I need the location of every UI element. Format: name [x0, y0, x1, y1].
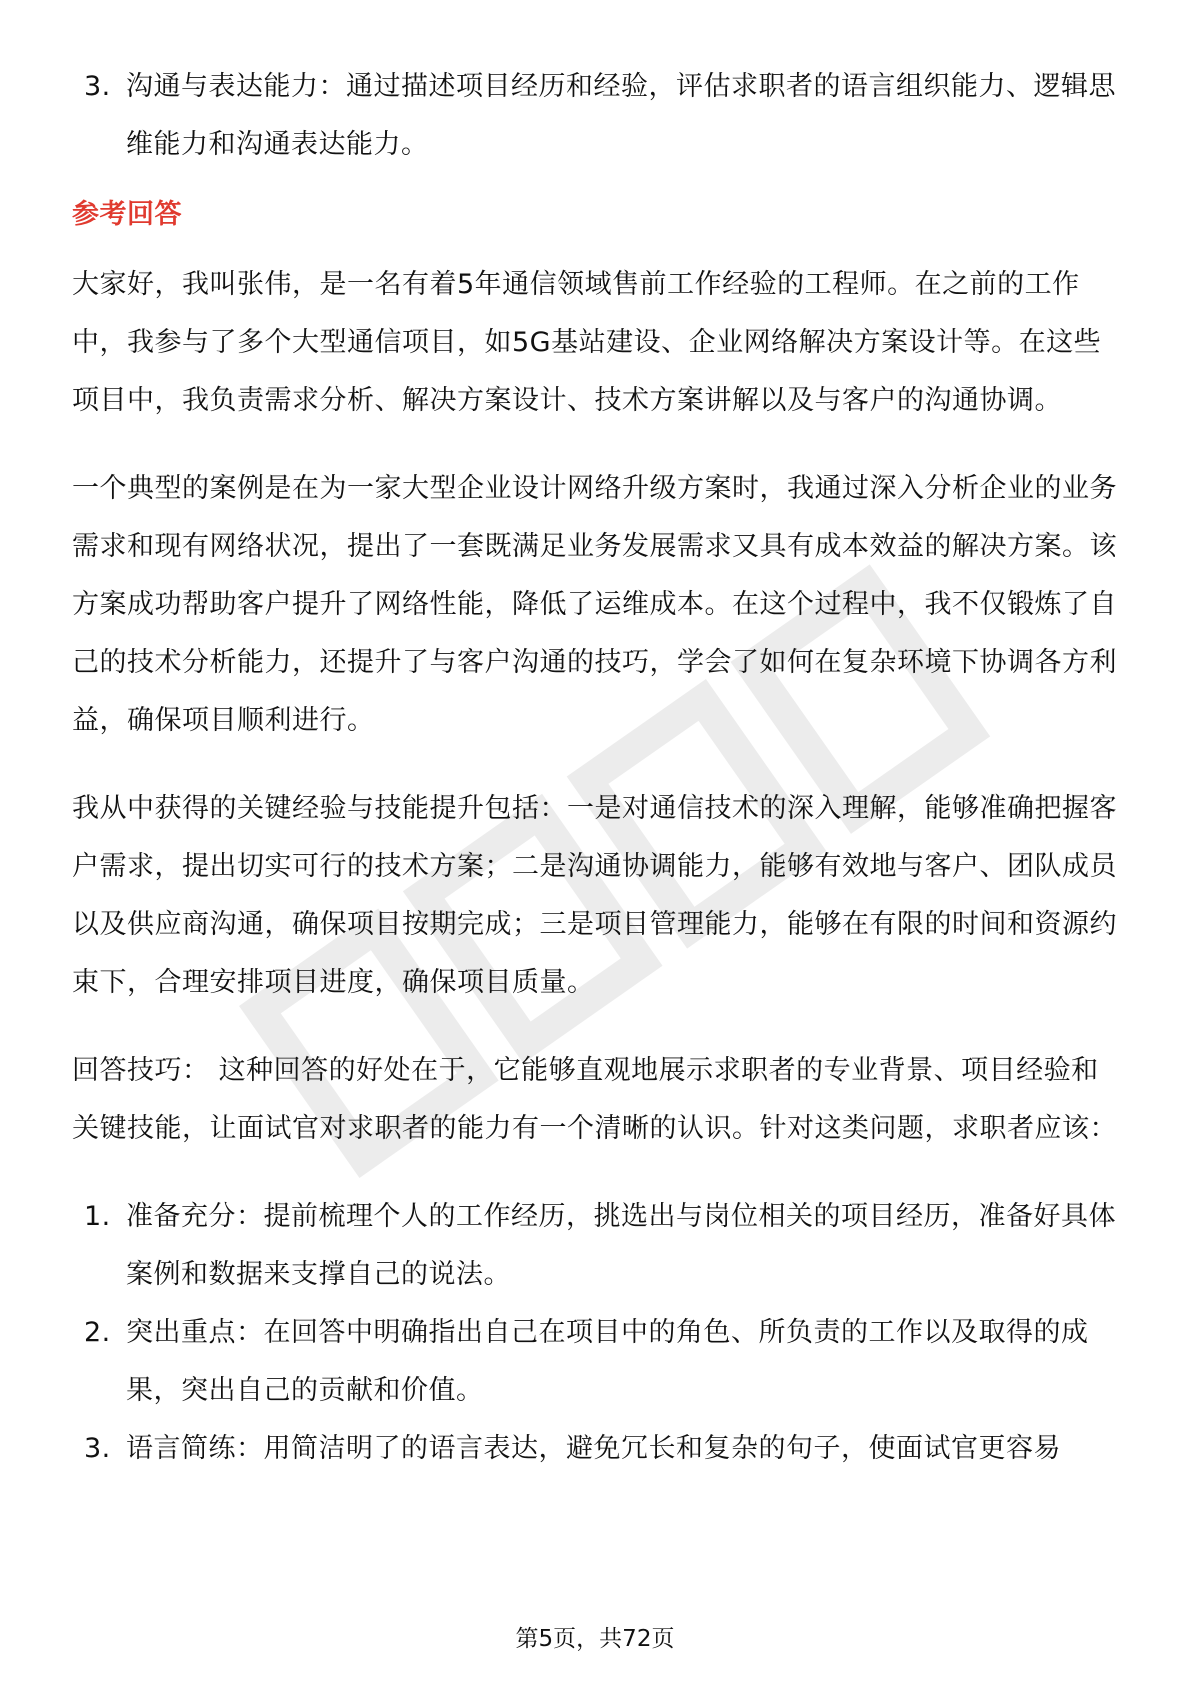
paragraph-tips: 回答技巧： 这种回答的好处在于，它能够直观地展示求职者的专业背景、项目经验和关键技能，让面试官对求职者的能力有一个清晰的认识。针对这类问题，求职者应该：	[72, 1055, 1117, 1144]
list-item	[72, 1420, 1118, 1478]
tips-list	[72, 1188, 1118, 1478]
list-text: 突出重点：在回答中明确指出自己在项目中的角色、所负责的工作以及取得的成果，突出自己的贡献和价值。	[126, 1317, 1089, 1406]
list-text: 沟通与表达能力：通过描述项目经历和经验，评估求职者的语言组织能力、逻辑思维能力和沟通表达能力。	[126, 71, 1116, 160]
list-text: 准备充分：提前梳理个人的工作经历，挑选出与岗位相关的项目经历，准备好具体案例和数据来支撑自己的说法。	[126, 1201, 1116, 1290]
list-number: 2.	[84, 1317, 111, 1348]
list-item	[72, 1188, 1118, 1304]
section-heading: 参考回答	[72, 199, 182, 230]
paragraph-intro: 大家好，我叫张伟，是一名有着5年通信领域售前工作经验的工程师。在之前的工作中，我参与了多个大型通信项目，如5G基站建设、企业网络解决方案设计等。在这些项目中，我负责需求分析、解决方案设计、技术方案讲解以及与客户的沟通协调。	[72, 269, 1102, 416]
evaluation-list	[72, 58, 1118, 174]
list-item	[72, 58, 1118, 174]
list-number: 1.	[84, 1201, 111, 1232]
page-footer: 第5页，共72页	[515, 1626, 675, 1652]
list-number: 3.	[84, 1433, 111, 1464]
document-body	[72, 56, 1118, 1478]
paragraph-skills: 我从中获得的关键经验与技能提升包括：一是对通信技术的深入理解，能够准确把握客户需求，提出切实可行的技术方案；二是沟通协调能力，能够有效地与客户、团队成员以及供应商沟通，确保项目按期完成；三是项目管理能力，能够在有限的时间和资源约束下，合理安排项目进度，确保项目质量。	[72, 793, 1117, 998]
list-number: 3.	[84, 71, 111, 102]
paragraph-case: 一个典型的案例是在为一家大型企业设计网络升级方案时，我通过深入分析企业的业务需求和现有网络状况，提出了一套既满足业务发展需求又具有成本效益的解决方案。该方案成功帮助客户提升了网络性能，降低了运维成本。在这个过程中，我不仅锻炼了自己的技术分析能力，还提升了与客户沟通的技巧，学会了如何在复杂环境下协调各方利益，确保项目顺利进行。	[72, 473, 1117, 736]
list-item	[72, 1304, 1118, 1420]
list-text: 语言简练：用简洁明了的语言表达，避免冗长和复杂的句子，使面试官更容易	[126, 1433, 1061, 1464]
